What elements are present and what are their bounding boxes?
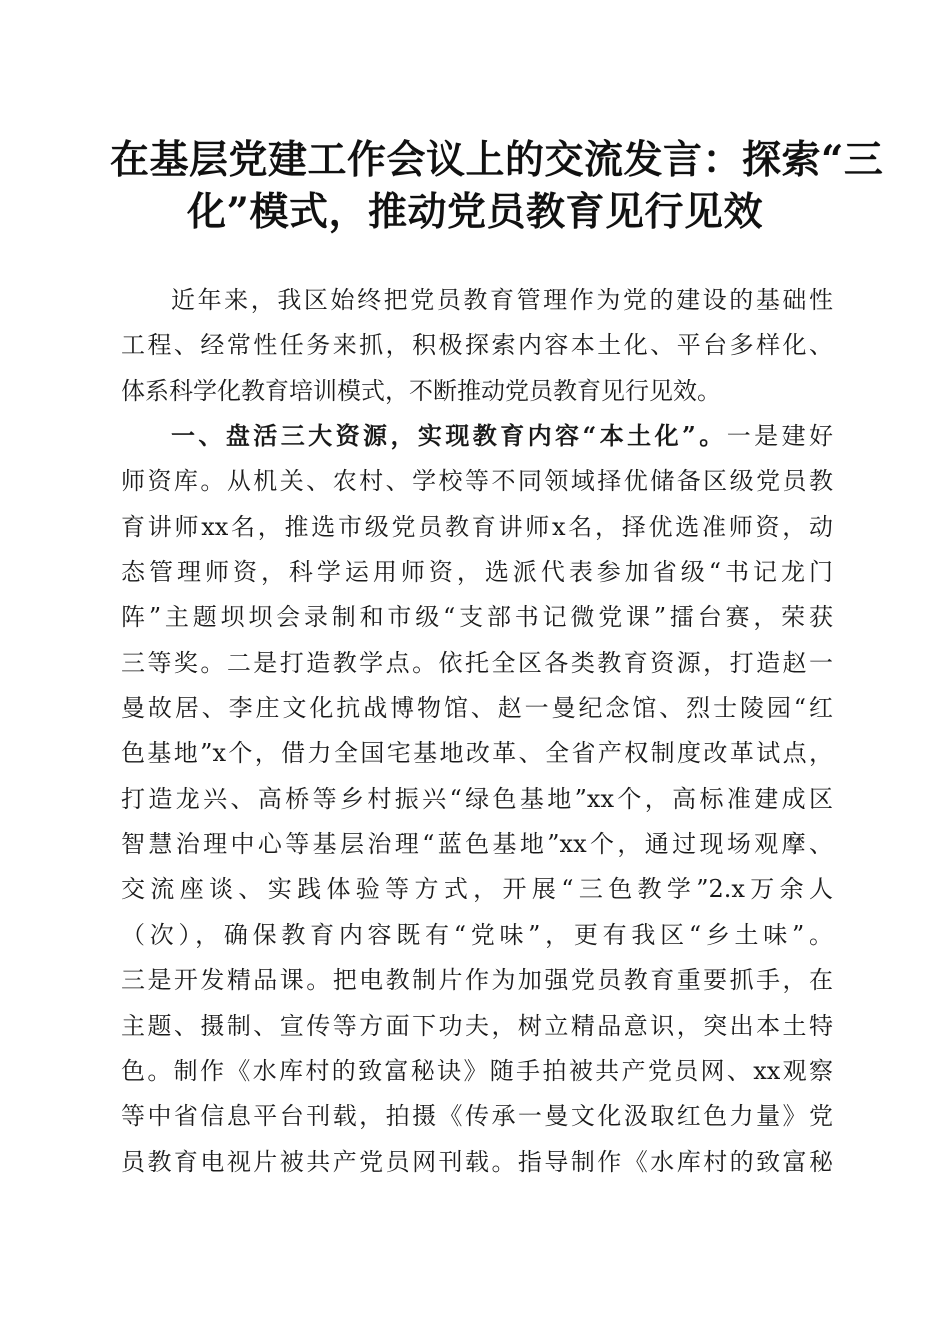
section-first-line-rest: 一是建好: [726, 422, 834, 451]
document-body: [121, 282, 833, 1189]
paragraph-line: 色。制作《水库村的致富秘诀》随手拍被共产党员网、xx观察: [121, 1056, 833, 1085]
title-line-1: 在基层党建工作会议上的交流发言：探索“三: [110, 137, 884, 183]
paragraph-line: 等中省信息平台刊载，拍摄《传承一曼文化汲取红色力量》党: [121, 1102, 833, 1131]
paragraph-line: 育讲师xx名，推选市级党员教育讲师x名，择优选准师资，动: [121, 512, 833, 541]
paragraph-line: （次），确保教育内容既有“党味”，更有我区“乡土味”。: [121, 920, 833, 949]
paragraph-line: 三是开发精品课。把电教制片作为加强党员教育重要抓手，在: [121, 966, 833, 995]
paragraph-line: 态管理师资，科学运用师资，选派代表参加省级“书记龙门: [121, 558, 833, 587]
paragraph-line: 智慧治理中心等基层治理“蓝色基地”xx个，通过现场观摩、: [121, 830, 833, 859]
paragraph-line: 三等奖。二是打造教学点。依托全区各类教育资源，打造赵一: [121, 648, 833, 677]
document-title: [110, 134, 884, 238]
intro-line: 工程、经常性任务来抓，积极探索内容本土化、平台多样化、: [121, 331, 833, 360]
paragraph-line: 主题、摄制、宣传等方面下功夫，树立精品意识，突出本土特: [121, 1011, 833, 1040]
section-first-line: [121, 418, 833, 463]
paragraph-line: 员教育电视片被共产党员网刊载。指导制作《水库村的致富秘: [121, 1147, 833, 1176]
paragraph-line: 曼故居、李庄文化抗战博物馆、赵一曼纪念馆、烈士陵园“红: [121, 694, 833, 723]
paragraph-line: 阵”主题坝坝会录制和市级“支部书记微党课”擂台赛，荣获: [121, 603, 833, 632]
paragraph-line: 师资库。从机关、农村、学校等不同领域择优储备区级党员教: [121, 467, 833, 496]
section-heading: 一、盘活三大资源，实现教育内容“本土化”。: [171, 421, 727, 451]
intro-line: 近年来，我区始终把党员教育管理作为党的建设的基础性: [171, 286, 833, 314]
title-line-2: 化”模式，推动党员教育见行见效: [187, 189, 763, 235]
paragraph-line: 色基地”x个，借力全国宅基地改革、全省产权制度改革试点，: [121, 739, 833, 768]
intro-line: 体系科学化教育培训模式，不断推动党员教育见行见效。: [121, 376, 721, 405]
paragraph-line: 交流座谈、实践体验等方式，开展“三色教学”2.x万余人: [121, 875, 833, 904]
paragraph-line: 打造龙兴、高桥等乡村振兴“绿色基地”xx个，高标准建成区: [121, 784, 833, 813]
